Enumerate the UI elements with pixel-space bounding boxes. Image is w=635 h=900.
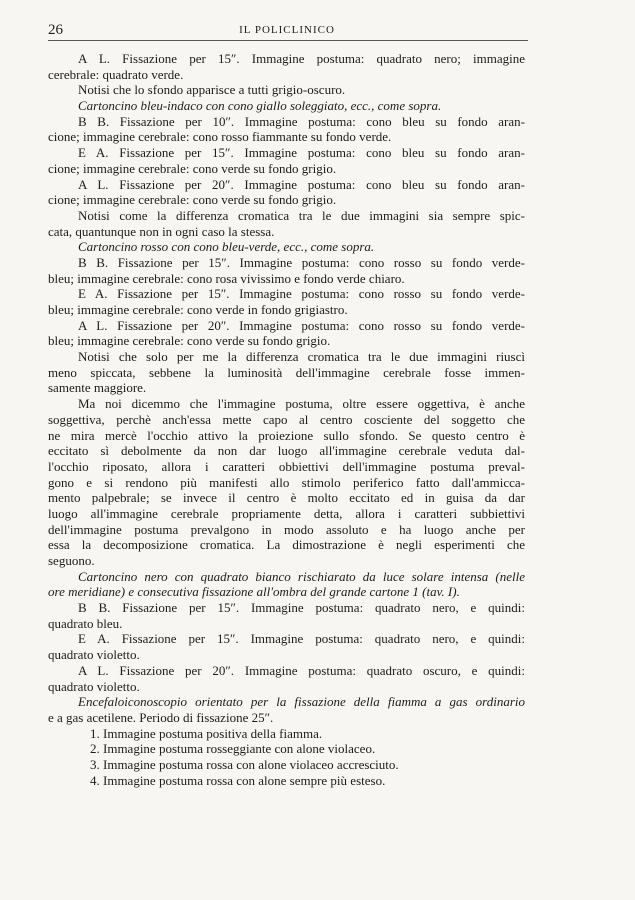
text-line: B B. Fissazione per 15″. Immagine postuma: cono rosso su fondo verde- — [78, 254, 525, 270]
text-line: Notisi che lo sfondo apparisce a tutti grigio-oscuro. — [78, 82, 346, 98]
text-line: Encefaloiconoscopio orientato per la fissazione della fiamma a gas ordinario — [78, 694, 525, 710]
text-line: seguono. — [48, 553, 95, 568]
text-line: E A. Fissazione per 15″. Immagine postuma: cono rosso su fondo verde- — [78, 286, 525, 302]
text-line: eccitato sì debolmente da non dar luogo all'immagine cerebrale veduta dal- — [48, 443, 525, 459]
text-line: cione; immagine cerebrale: cono rosso fiammante su fondo verde. — [48, 129, 392, 145]
text-line: Notisi che solo per me la differenza cromatica tra le due immagini riuscì — [78, 349, 525, 365]
text-line: ore meridiane) e consecutiva fissazione all'ombra del grande cartone 1 (tav. I). — [48, 584, 460, 600]
text-line: B B. Fissazione per 10″. Immagine postuma: cono bleu su fondo aran- — [78, 113, 525, 129]
text-line: dell'immagine postuma prevalgono in modo assoluto e ha luogo anche per — [48, 521, 525, 537]
text-line: A L. Fissazione per 20″. Immagine postuma: cono rosso su fondo verde- — [78, 317, 525, 333]
list-item: 4. Immagine postuma rossa con alone sempre più esteso. — [90, 772, 386, 788]
text-line: B B. Fissazione per 15″. Immagine postuma: quadrato nero, e quindi: — [78, 600, 525, 616]
text-line: cione; immagine cerebrale: cono verde su fondo grigio. — [48, 160, 337, 176]
header-rule — [48, 40, 528, 41]
text-line: essa la decomposizione cromatica. La dimostrazione è negli esperimenti che — [48, 537, 525, 553]
text-line: bleu; immagine cerebrale: cono verde su fondo grigio. — [48, 333, 331, 349]
text-line: cione; immagine cerebrale: cono verde su fondo grigio. — [48, 192, 337, 208]
text-line: e a gas acetilene. Periodo di fissazione 25″. — [48, 709, 274, 725]
text-line: luogo all'immagine cerebrale propriamente detta, allora i caratteri subbiettivi — [48, 505, 525, 521]
text-line: Cartoncino bleu-indaco con cono giallo soleggiato, ecc., come sopra. — [78, 98, 442, 114]
text-line: Notisi come la differenza cromatica tra le due immagini sia sempre spic- — [78, 207, 525, 223]
text-line: soggettiva, perchè anch'essa mette capo al centro cosciente del soggetto che — [48, 411, 525, 427]
list-item: 1. Immagine postuma positiva della fiamma. — [90, 725, 323, 741]
page-number: 26 — [48, 22, 63, 38]
running-title: IL POLICLINICO — [239, 24, 335, 36]
text-line: bleu; immagine cerebrale: cono verde in fondo grigiastro. — [48, 302, 348, 317]
article-body — [48, 51, 525, 788]
text-line: quadrato bleu. — [48, 615, 123, 631]
text-line: Ma noi dicemmo che l'immagine postuma, oltre essere oggettiva, è anche — [78, 396, 525, 412]
text-line: mento palpebrale; se invece il centro è molto eccitato ed in guisa da dar — [48, 490, 525, 506]
text-line: Cartoncino nero con quadrato bianco rischiarato da luce solare intensa (nelle — [78, 568, 525, 584]
text-line: A L. Fissazione per 20″. Immagine postuma: quadrato oscuro, e quindi: — [78, 662, 525, 678]
page-header — [48, 22, 526, 40]
text-line: samente maggiore. — [48, 380, 147, 396]
list-item: 2. Immagine postuma rosseggiante con alone violaceo. — [90, 741, 376, 757]
text-line: bleu; immagine cerebrale: cono rosa vivissimo e fondo verde chiaro. — [48, 270, 405, 286]
text-line: cerebrale: quadrato verde. — [48, 66, 184, 82]
text-line: meno spiccata, sebbene la luminosità dell'immagine cerebrale fosse immen- — [48, 364, 525, 380]
text-line: Cartoncino rosso con cono bleu-verde, ecc., come sopra. — [78, 239, 375, 255]
text-line: quadrato violetto. — [48, 678, 140, 694]
text-line: l'occhio riposato, allora i caratteri obbiettivi dell'immagine postuma preval- — [48, 458, 525, 474]
text-line: A L. Fissazione per 20″. Immagine postuma: cono bleu su fondo aran- — [78, 176, 525, 192]
text-line: A L. Fissazione per 15″. Immagine postuma: quadrato nero; immagine — [78, 51, 525, 66]
text-line: ne mira mercè l'occhio attivo la proiezione sullo sfondo. Se questo centro è — [48, 427, 525, 443]
text-line: quadrato violetto. — [48, 647, 140, 663]
text-line: E A. Fissazione per 15″. Immagine postuma: cono bleu su fondo aran- — [78, 145, 525, 161]
text-line: gono e si rendono più manifesti allo stimolo periferico fatto dall'ammicca- — [48, 474, 525, 490]
list-item: 3. Immagine postuma rossa con alone violaceo accresciuto. — [90, 756, 399, 772]
text-line: E A. Fissazione per 15″. Immagine postuma: quadrato nero, e quindi: — [78, 631, 525, 647]
text-line: cata, quantunque non in ogni caso la stessa. — [48, 223, 275, 239]
